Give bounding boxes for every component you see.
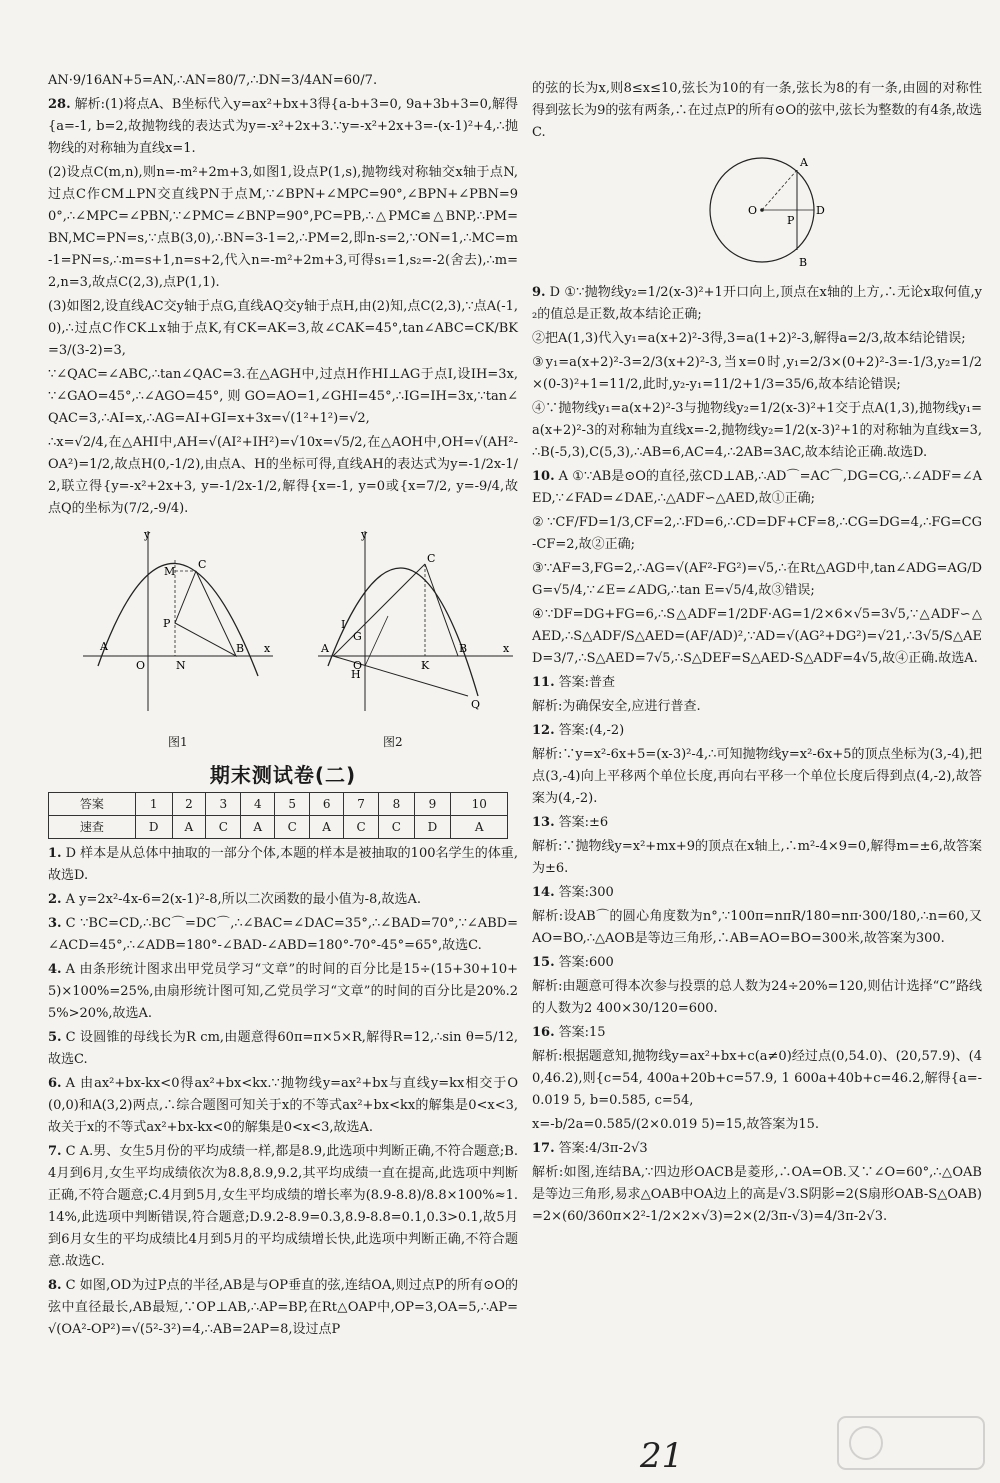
fig1-label-A: A xyxy=(100,640,108,653)
right-items-item-text: D ①∵抛物线y₂=1/2(x-3)²+1开口向上,顶点在x轴的上方,∴无论x取何值,y₂的值总是正数,故本结论正确; xyxy=(532,285,982,322)
answer-table-answer-cell: C xyxy=(206,816,241,839)
right-items-paragraph xyxy=(532,1162,982,1228)
right-items-item-number: 10. xyxy=(532,469,555,484)
right-items-item-text: x=-b/2a=0.585/(2×0.019 5)=15,故答案为15. xyxy=(532,1117,819,1132)
answer-table-answer-cell: A xyxy=(451,816,508,839)
page-number: 21 xyxy=(640,1436,684,1476)
right-items-item-text: 解析:∵y=x²-6x+5=(x-3)²-4,∴可知抛物线y=x²-6x+5的顶点坐标为(3,-4),把点(3,-4)向上平移两个单位长度,再向右平移一个单位长度后得到点(4,-2),故答案为(4,-2). xyxy=(532,747,982,806)
circle-figure-box xyxy=(532,148,982,278)
left-items-paragraph xyxy=(48,889,518,911)
left-items-item-number: 6. xyxy=(48,1076,62,1091)
fig2-label-I: I xyxy=(341,618,346,631)
left-items-paragraph xyxy=(48,1073,518,1139)
right-items-paragraph xyxy=(532,1046,982,1112)
right-items-item-text: 答案:4/3π-2√3 xyxy=(558,1141,648,1156)
fig1-label-P: P xyxy=(163,617,171,630)
right-items-item-number: 17. xyxy=(532,1141,555,1156)
right-items-item-text: ④∵抛物线y₁=a(x+2)²-3与抛物线y₂=1/2(x-3)²+1交于点A(1,3),抛物线y₁=a(x+2)²-3的对称轴为直线x=-2,抛物线y₂=1/2(x-3)²+1的对称轴为直线x=3,∴B(-5,3),C(5,3),∴AB=6,AC=4,∴2AB=3AC,故本结论正确.故选D. xyxy=(532,401,982,460)
fig2-label-C: C xyxy=(427,552,436,565)
left-solution-28 xyxy=(48,70,518,520)
left-items-item-number: 5. xyxy=(48,1030,62,1045)
left-paras-item-number: 28. xyxy=(48,97,71,112)
right-items-item-text: ④∵DF=DG+FG=6,∴S△ADF=1/2DF·AG=1/2×6×√5=3√5,∵△ADF∽△AED,∴S△ADF/S△AED=(AF/AD)²,∵AD=√(AG²+DG²)=√21,∴3√5/S△AED=3/7,∴S△AED=7√5,∴S△DEF=S△AED-S△ADF=4√5,故④正确.故选A. xyxy=(532,607,982,666)
left-answer-items xyxy=(48,843,518,1341)
right-items-item-text: 解析:为确保安全,应进行普查. xyxy=(532,699,701,714)
right-items-item-text: ②把A(1,3)代入y₁=a(x+2)²-3得,3=a(1+2)²-3,解得a=2/3,故本结论错误; xyxy=(532,331,966,346)
right-items-item-number: 9. xyxy=(532,285,546,300)
answer-table-header-row xyxy=(49,793,508,816)
right-items-item-text: 解析:根据题意知,抛物线y=ax²+bx+c(a≠0)经过点(0,54.0)、(20,57.9)、(40,46.2),则{c=54, 400a+20b+c=57.9, 1 600a+40b+c=46.2,解得{a=-0.019 5, b=0.585, c=54, xyxy=(532,1049,982,1108)
answer-table-number-cell: 8 xyxy=(379,793,414,816)
left-paras-item-text: (3)如图2,设直线AC交y轴于点G,直线AQ交y轴于点H,由(2)知,点C(2,3),∵点A(-1,0),∴过点C作CK⊥x轴于点K,有CK=AK=3,故∠CAK=45°,tan∠ABC=CK/BK=3/(3-2)=3, xyxy=(48,299,518,358)
right-column xyxy=(532,78,982,1230)
left-paras-paragraph xyxy=(48,70,518,92)
answer-table-answer-row xyxy=(49,816,508,839)
right-items-item-text: 解析:由题意可得本次参与投票的总人数为24÷20%=120,则估计选择“C”路线的人数为2 400×30/120=600. xyxy=(532,979,982,1016)
fig2-x-label: x xyxy=(503,642,510,655)
right-items-paragraph xyxy=(532,720,982,742)
right-items-paragraph xyxy=(532,744,982,810)
left-items-item-text: A 由条形统计图求出甲党员学习“文章”的时间的百分比是15÷(15+30+10+5)×100%=25%,由扇形统计图可知,乙党员学习“文章”的时间的百分比是20%.25%>20%,故选A. xyxy=(48,962,518,1021)
answer-table-number-cell: 6 xyxy=(310,793,344,816)
right-items-item-text: ②∵CF/FD=1/3,CF=2,∴FD=6,∴CD=DF+CF=8,∴CG=DG=4,∴FG=CG-CF=2,故②正确; xyxy=(532,515,982,552)
answer-table-answer-cell: D xyxy=(135,816,172,839)
figure-1-parabola xyxy=(78,526,278,721)
left-items-item-text: A y=2x²-4x-6=2(x-1)²-8,所以二次函数的最小值为-8,故选A. xyxy=(65,892,421,907)
fig2-label-Q: Q xyxy=(471,698,481,711)
right-items-item-text: A ①∵AB是⊙O的直径,弦CD⊥AB,∴AD⌒=AC⌒,DG=CG,∴∠ADF=∠AED,∵∠FAD=∠DAE,∴△ADF∽△AED,故①正确; xyxy=(532,469,982,506)
fig2-label-H: H xyxy=(351,668,361,681)
right-items-item-text: 解析:如图,连结BA,∵四边形OACB是菱形,∴OA=OB.又∵∠O=60°,∴△OAB是等边三角形,易求△OAB中OA边上的高是√3.S阴影=2(S扇形OAB-S△OAB)=2×(60/360π×2²-1/2×2×√3)=2×(2/3π-√3)=4/3π-2√3. xyxy=(532,1165,982,1224)
right-items-paragraph xyxy=(532,1114,982,1136)
right-items-item-number: 14. xyxy=(532,885,555,900)
left-items-item-text: A 由ax²+bx-kx<0得ax²+bx<kx.∵抛物线y=ax²+bx与直线y=kx相交于O(0,0)和A(3,2)两点,∴综合题图可知关于x的不等式ax²+bx<kx的解集是0<x<3,故关于x的不等式ax²+bx-kx<0的解集是0<x<3,故选A. xyxy=(48,1076,518,1135)
left-items-item-text: D 样本是从总体中抽取的一部分个体,本题的样本是被抽取的100名学生的体重,故选D. xyxy=(48,846,518,883)
right-intro: 的弦的长为x,则8≤x≤10,弦长为10的有一条,弦长为8的有一条,由圆的对称性得到弦长为9的弦有两条,∴在过点P的所有⊙O的弦中,弦长为整数的有4条,故选C. xyxy=(532,81,982,140)
right-items-item-text: ③y₁=a(x+2)²-3=2/3(x+2)²-3,当x=0时,y₁=2/3×(0+2)²-3=-1/3,y₂=1/2×(0-3)²+1=11/2,此时,y₂-y₁=11/2+1/3=35/6,故本结论错误; xyxy=(532,355,982,392)
figure-1-caption: 图1 xyxy=(168,735,188,749)
right-items-item-text: 答案:±6 xyxy=(558,815,609,830)
left-items-paragraph xyxy=(48,843,518,887)
figure-2-parabola xyxy=(313,526,518,721)
figure-2-caption: 图2 xyxy=(383,735,403,749)
fig1-label-B: B xyxy=(236,642,245,655)
fig1-y-label: y xyxy=(144,528,151,541)
right-items-paragraph xyxy=(532,466,982,510)
answer-table-number-cell: 1 xyxy=(135,793,172,816)
left-column xyxy=(48,70,518,1343)
right-items-item-number: 12. xyxy=(532,723,555,738)
fig1-label-M: M xyxy=(164,565,176,578)
answer-table-row-label: 速查 xyxy=(49,816,136,839)
right-items-paragraph xyxy=(532,558,982,602)
fig2-label-B: B xyxy=(459,642,468,655)
left-items-item-number: 7. xyxy=(48,1144,62,1159)
right-items-paragraph xyxy=(532,696,982,718)
right-answer-items xyxy=(532,282,982,1228)
right-items-paragraph xyxy=(532,282,982,326)
left-items-item-text: C 设圆锥的母线长为R cm,由题意得60π=π×5×R,解得R=12,∴sin θ=5/12,故选C. xyxy=(48,1030,518,1067)
left-items-paragraph xyxy=(48,1141,518,1273)
right-items-item-text: 答案:(4,-2) xyxy=(558,723,625,738)
left-paras-paragraph xyxy=(48,94,518,160)
left-items-item-number: 3. xyxy=(48,916,62,931)
circle-label-D: D xyxy=(816,204,825,217)
left-items-paragraph xyxy=(48,1027,518,1071)
left-items-paragraph xyxy=(48,913,518,957)
answer-table-number-cell: 3 xyxy=(206,793,241,816)
circle-label-P: P xyxy=(787,214,795,227)
left-items-item-number: 4. xyxy=(48,962,62,977)
right-items-paragraph xyxy=(532,1138,982,1160)
right-items-paragraph xyxy=(532,512,982,556)
right-items-item-text: 答案:普查 xyxy=(558,675,616,690)
left-items-item-text: C 如图,OD为过P点的半径,AB是与OP垂直的弦,连结OA,则过点P的所有⊙O的弦中直径最长,AB最短,∵OP⊥AB,∴AP=BP,在Rt△OAP中,OP=3,OA=5,∴AP=√(OA²-OP²)=√(5²-3²)=4,∴AB=2AP=8,设过点P xyxy=(48,1278,518,1337)
right-items-paragraph xyxy=(532,952,982,974)
fig2-label-O: O xyxy=(353,659,363,672)
right-items-paragraph xyxy=(532,398,982,464)
answer-table-answer-cell: A xyxy=(241,816,275,839)
fig1-label-N: N xyxy=(176,659,186,672)
right-items-paragraph xyxy=(532,352,982,396)
right-items-paragraph xyxy=(532,882,982,904)
fig1-label-C: C xyxy=(198,558,207,571)
left-items-item-number: 1. xyxy=(48,846,62,861)
right-items-item-text: 解析:设AB⌒的圆心角度数为n°,∵100π=nπR/180=nπ·300/180,∴n=60,又AO=BO,∴△AOB是等边三角形,∴AB=AO=BO=300米,故答案为300. xyxy=(532,909,982,946)
left-items-paragraph xyxy=(48,1275,518,1341)
right-items-paragraph xyxy=(532,812,982,834)
right-items-item-number: 16. xyxy=(532,1025,555,1040)
fig1-x-label: x xyxy=(264,642,271,655)
left-paras-item-text: ∴x=√2/4,在△AHI中,AH=√(AI²+IH²)=√10x=√5/2,在△AOH中,OH=√(AH²-OA²)=1/2,故点H(0,-1/2),由点A、H的坐标可得,直线AH的表达式为y=-1/2x-1/2,联立得{y=-x²+2x+3, y=-1/2x-1/2,解得{x=-1, y=0或{x=7/2, y=-9/4,故点Q的坐标为(7/2,-9/4). xyxy=(48,435,518,516)
left-paras-paragraph xyxy=(48,162,518,294)
answer-table-number-cell: 5 xyxy=(275,793,310,816)
left-items-paragraph xyxy=(48,959,518,1025)
left-items-item-number: 8. xyxy=(48,1278,62,1293)
fig2-y-label: y xyxy=(361,528,368,541)
answer-table-answer-cell: A xyxy=(172,816,206,839)
answer-table xyxy=(48,792,508,839)
right-items-item-text: 答案:300 xyxy=(558,885,614,900)
left-paras-item-text: (2)设点C(m,n),则n=-m²+2m+3,如图1,设点P(1,s),抛物线对称轴交x轴于点N,过点C作CM⊥PN交直线PN于点M,∵∠BPN+∠MPC=90°,∠BPN+∠PBN=90°,∴∠MPC=∠PBN,∵∠PMC=∠BNP=90°,PC=PB,∴△PMC≌△BNP,∴PM=BN,MC=PN=s,∵点B(3,0),∴BN=3-1=2,∴PM=2,即n-s=2,∵ON=1,∴MC=m-1=PN=s,∴m=s+1,n=s+2,代入n=-m²+2m+3,可得s₁=1,s₂=-2(舍去),∴m=2,n=3,故点C(2,3),点P(1,1). xyxy=(48,165,518,290)
answer-table-answer-cell: C xyxy=(275,816,310,839)
answer-table-number-cell: 2 xyxy=(172,793,206,816)
right-items-paragraph xyxy=(532,672,982,694)
left-paras-paragraph xyxy=(48,364,518,430)
answer-table-answer-cell: C xyxy=(379,816,414,839)
right-items-paragraph xyxy=(532,604,982,670)
figure-row xyxy=(48,526,518,756)
right-items-item-text: 答案:600 xyxy=(558,955,614,970)
circle-label-A: A xyxy=(800,156,808,169)
answer-table-header-label: 答案 xyxy=(49,793,136,816)
watermark-logo xyxy=(836,1413,986,1473)
left-items-item-text: C ∵BC=CD,∴BC⌒=DC⌒,∴∠BAC=∠DAC=35°,∴∠BAD=70°,∵∠ABD=∠ACD=45°,∴∠ADB=180°-∠BAD-∠ABD=180°-70°-45°=65°,故选C. xyxy=(48,916,518,953)
fig2-label-A: A xyxy=(321,642,329,655)
answer-table-answer-cell: A xyxy=(310,816,344,839)
left-paras-item-text: ∵∠QAC=∠ABC,∴tan∠QAC=3.在△AGH中,过点H作HI⊥AG于点I,设IH=3x,∵∠GAO=45°,∴∠AGO=45°,则GO=AO=1,∠GHI=45°,∴IG=IH=3x,∵tan∠QAC=3,∴AI=x,∴AG=AI+GI=x+3x=√(1²+1²)=√2, xyxy=(48,367,518,426)
left-paras-paragraph xyxy=(48,296,518,362)
right-items-paragraph xyxy=(532,906,982,950)
left-paras-item-text: 解析:(1)将点A、B坐标代入y=ax²+bx+3得{a-b+3=0, 9a+3b+3=0,解得{a=-1, b=2,故抛物线的表达式为y=-x²+2x+3.∵y=-x²+2x+3=-(x-1)²+4,∴抛物线的对称轴为直线x=1. xyxy=(48,97,518,156)
fig2-label-K: K xyxy=(421,659,430,672)
answer-table-answer-cell: C xyxy=(343,816,378,839)
fig2-label-G: G xyxy=(353,630,362,643)
answer-table-answer-cell: D xyxy=(414,816,451,839)
right-items-paragraph xyxy=(532,836,982,880)
right-items-item-text: ③∵AF=3,FG=2,∴AG=√(AF²-FG²)=√5,∴在Rt△AGD中,tan∠ADG=AG/DG=√5/4,∵∠E=∠ADG,∴tan E=√5/4,故③错误; xyxy=(532,561,982,598)
circle-label-B: B xyxy=(799,256,808,269)
answer-table-number-cell: 7 xyxy=(343,793,378,816)
right-items-paragraph xyxy=(532,328,982,350)
fig1-label-O: O xyxy=(136,659,146,672)
left-paras-paragraph xyxy=(48,432,518,520)
left-paras-item-text: AN·9/16AN+5=AN,∴AN=80/7,∴DN=3/4AN=60/7. xyxy=(48,73,378,88)
section-title: 期末测试卷(二) xyxy=(209,763,357,787)
answer-table-number-cell: 4 xyxy=(241,793,275,816)
right-items-item-number: 15. xyxy=(532,955,555,970)
right-items-item-text: 答案:15 xyxy=(558,1025,606,1040)
answer-table-number-cell: 10 xyxy=(451,793,508,816)
circle-label-O: O xyxy=(748,204,758,217)
circle-figure xyxy=(702,148,842,278)
right-items-item-number: 11. xyxy=(532,675,555,690)
right-items-paragraph xyxy=(532,976,982,1020)
right-items-item-text: 解析:∵抛物线y=x²+mx+9的顶点在x轴上,∴m²-4×9=0,解得m=±6,故答案为±6. xyxy=(532,839,982,876)
left-items-item-number: 2. xyxy=(48,892,62,907)
answer-table-number-cell: 9 xyxy=(414,793,451,816)
right-items-item-number: 13. xyxy=(532,815,555,830)
left-items-item-text: C A.男、女生5月份的平均成绩一样,都是8.9,此选项中判断正确,不符合题意;B.4月到6月,女生平均成绩依次为8.8,8.9,9.2,其平均成绩一直在提高,此选项中判断正确,不符合题意;C.4月到5月,女生平均成绩的增长率为(8.9-8.8)/8.8×100%≈1.14%,此选项中判断错误,符合题意;D.9.2-8.9=0.3,8.9-8.8=0.1,0.3>0.1,故5月到6月女生的平均成绩比4月到5月的平均成绩增长快,此选项中判断正确,不符合题意.故选C. xyxy=(48,1144,518,1269)
right-items-paragraph xyxy=(532,1022,982,1044)
